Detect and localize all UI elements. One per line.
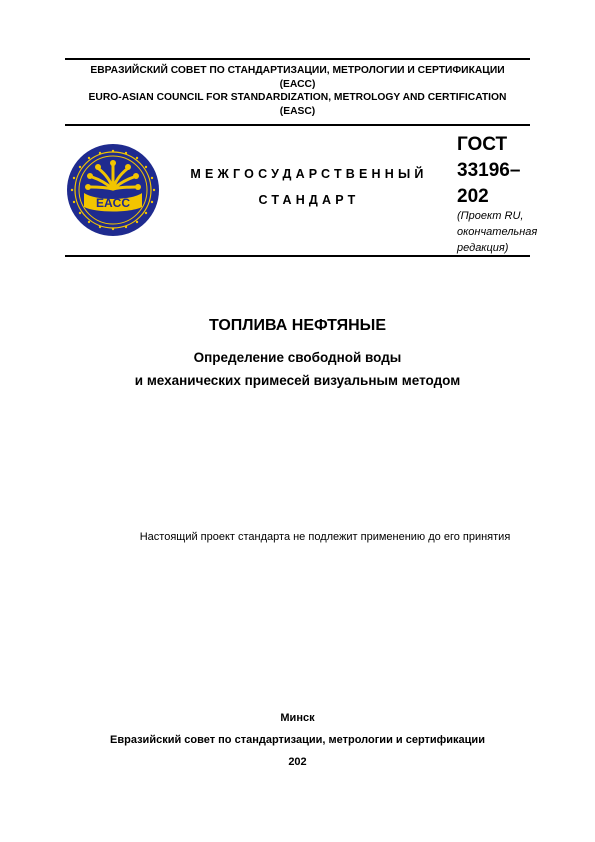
publication-year: 202: [288, 756, 307, 768]
draft-notice: Настоящий проект стандарта не подлежит применению до его принятия: [139, 531, 511, 543]
draft-status: [457, 208, 557, 256]
council-abbr-ru: (ЕАСС): [279, 78, 316, 90]
council-abbr-en: (EASC): [279, 105, 316, 117]
header-divider: [65, 124, 530, 126]
document-title: [65, 316, 530, 392]
gost-label: ГОСТ: [457, 134, 508, 155]
draft-status-line1: (Проект RU,: [457, 210, 524, 222]
draft-status-line3: редакция): [457, 242, 509, 254]
publication-city: Минск: [280, 712, 315, 724]
standard-type-line1: МЕЖГОСУДАРСТВЕННЫЙ: [190, 167, 428, 181]
standard-type-line2: СТАНДАРТ: [258, 193, 360, 207]
publisher-name: Евразийский совет по стандартизации, метрологии и сертификации: [110, 734, 485, 746]
standard-type: [175, 161, 443, 213]
council-name-ru: ЕВРАЗИЙСКИЙ СОВЕТ ПО СТАНДАРТИЗАЦИИ, МЕТРОЛОГИИ И СЕРТИФИКАЦИИ: [90, 65, 505, 76]
draft-status-line2: окончательная: [457, 226, 538, 238]
subtitle-line2: и механических примесей визуальным методом: [134, 373, 461, 388]
publication-footer: [65, 707, 530, 773]
easc-emblem-icon: [66, 143, 160, 237]
subtitle-line1: Определение свободной воды: [193, 350, 402, 365]
gost-number-part2: 202: [457, 186, 489, 207]
council-name-en: EURO-ASIAN COUNCIL FOR STANDARDIZATION, METROLOGY AND CERTIFICATION: [88, 92, 507, 103]
gost-number-part1: 33196–: [457, 160, 521, 181]
main-title: ТОПЛИВА НЕФТЯНЫЕ: [208, 317, 387, 334]
gost-designation: [457, 132, 537, 210]
top-divider: [65, 58, 530, 60]
easc-logo-text: EACC: [95, 196, 131, 210]
header-bottom-divider: [65, 255, 530, 257]
council-header: [65, 64, 530, 118]
